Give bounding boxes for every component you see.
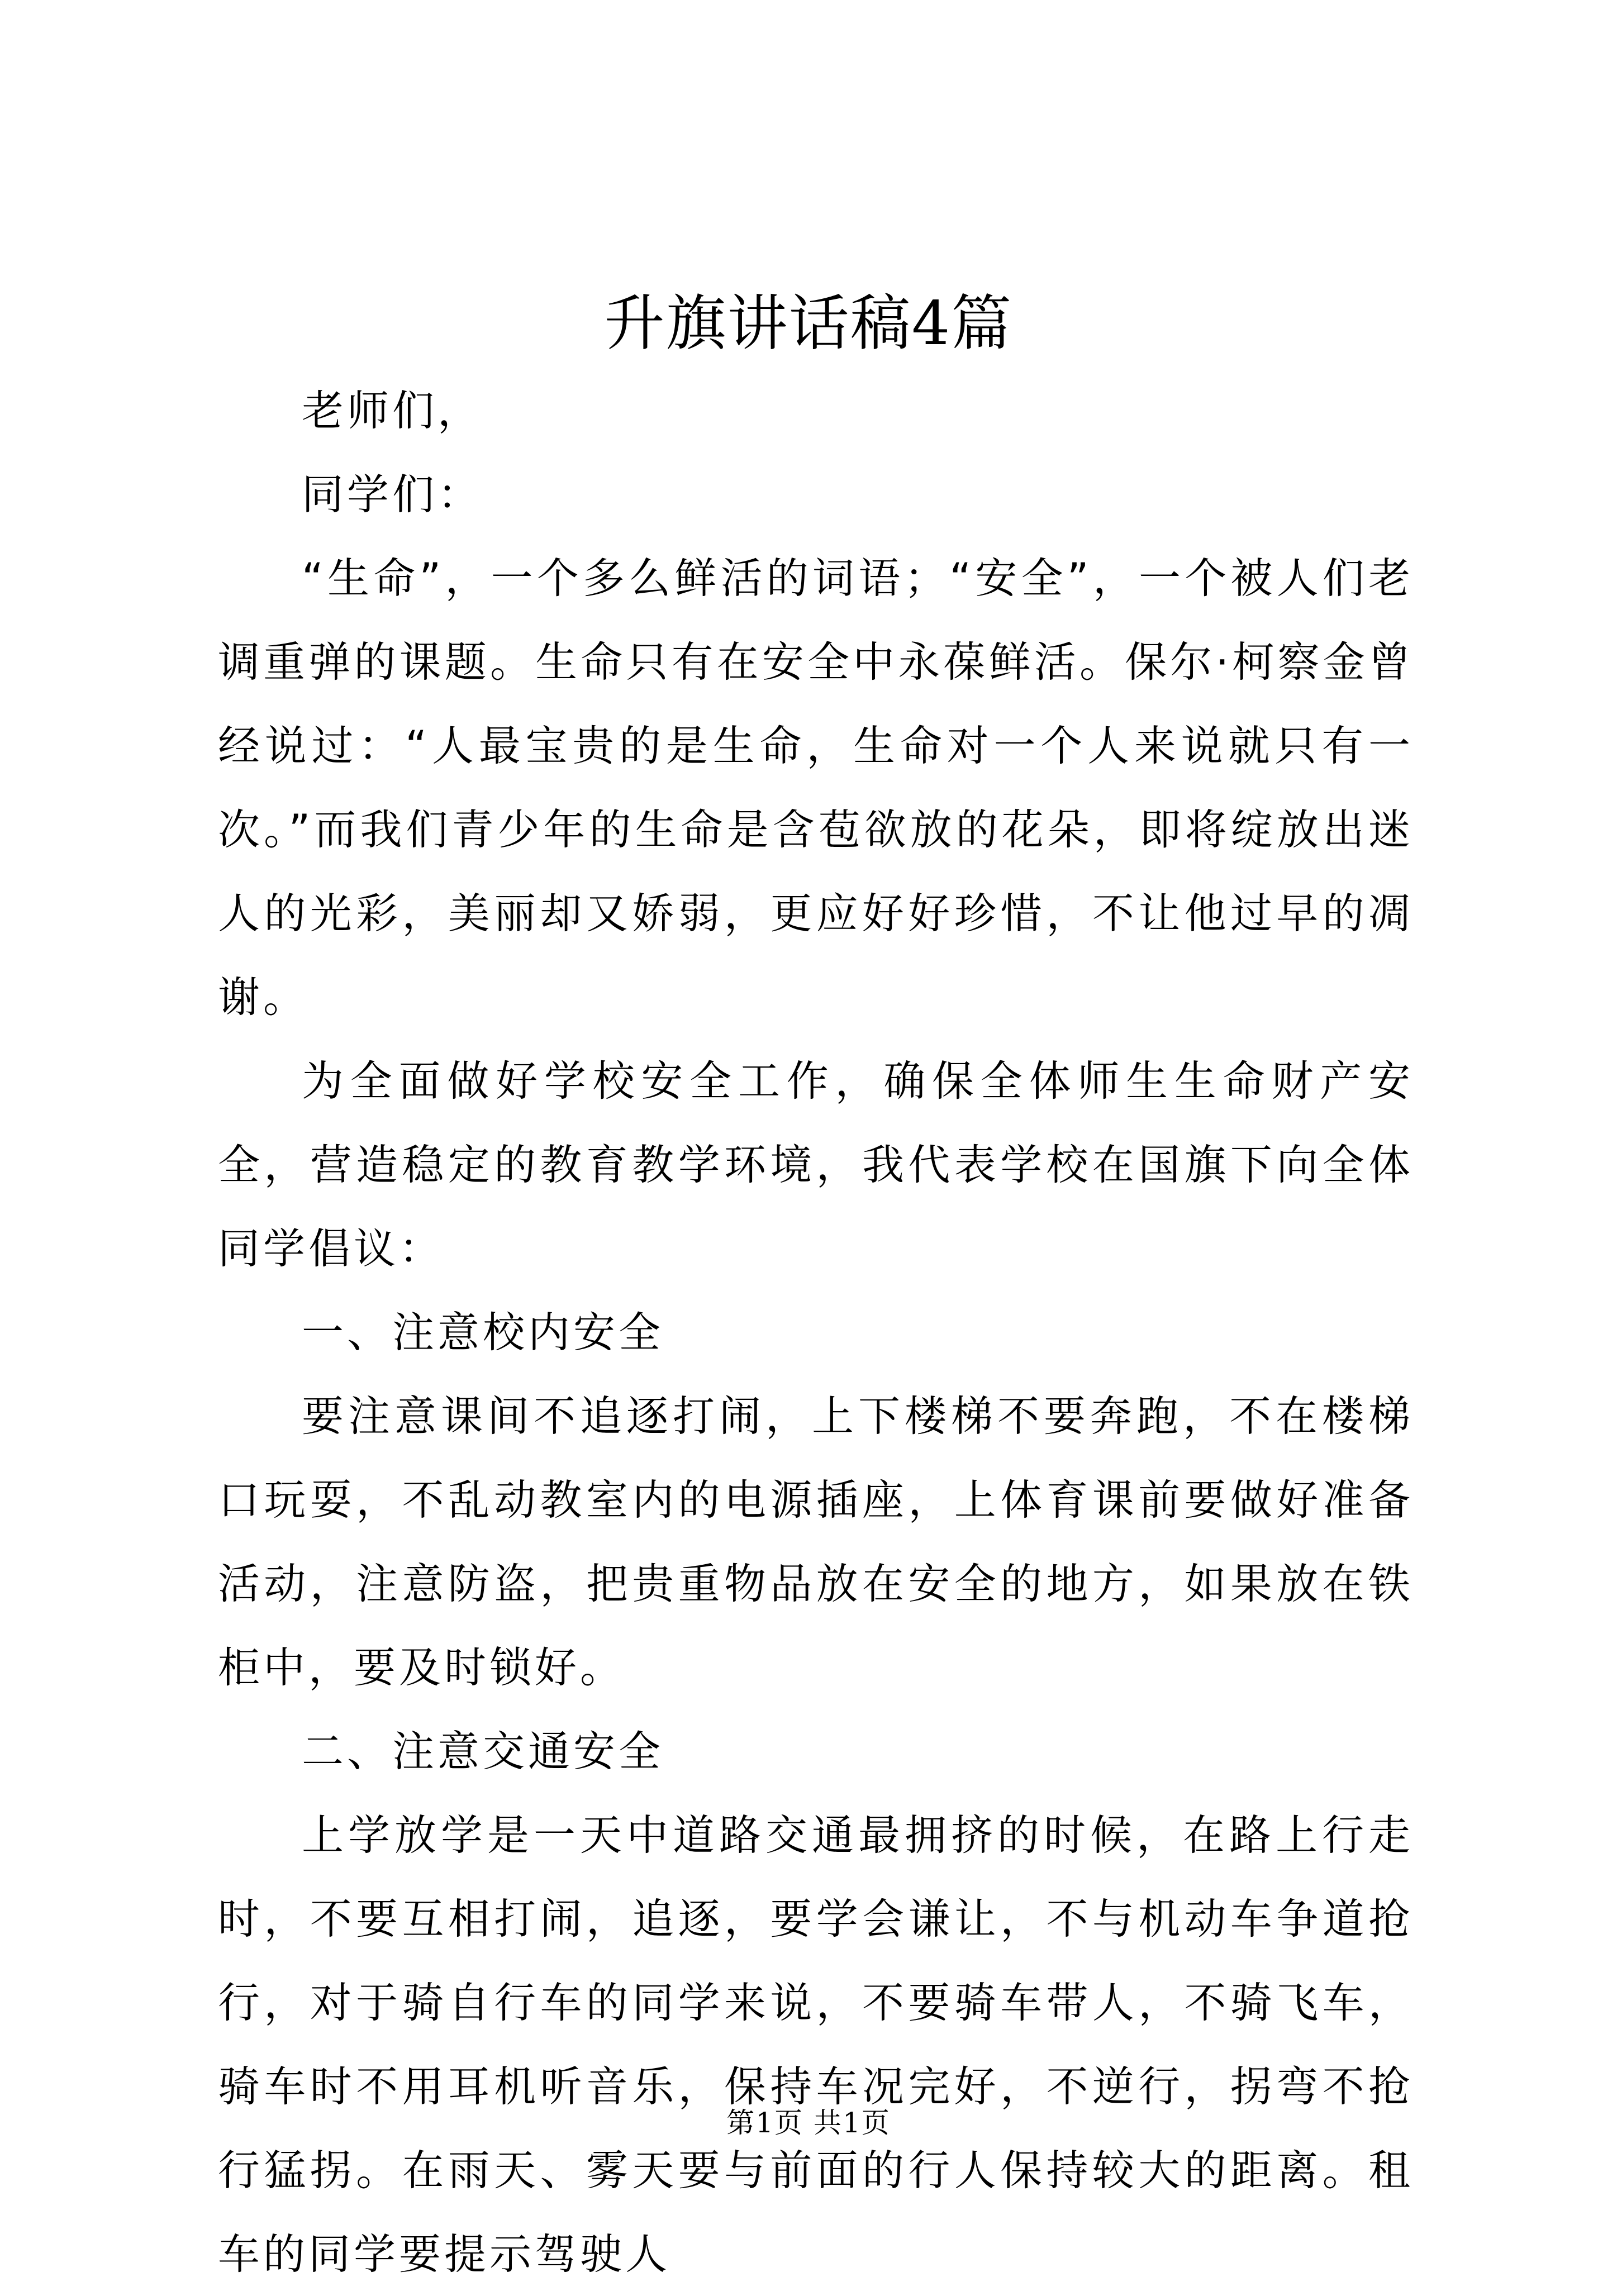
section-heading-traffic-safety: 二、注意交通安全 [302, 1727, 664, 1776]
paragraph-campus-safety: 要注意课间不追逐打闹，上下楼梯不要奔跑，不在楼梯口玩耍，不乱动教室内的电源插座，上体育课前要做好准备活动，注意防盗，把贵重物品放在安全的地方，如果放在铁柜中，要及时锁好。 [218, 1392, 1414, 1692]
paragraph-traffic-safety: 上学放学是一天中道路交通最拥挤的时候，在路上行走时，不要互相打闹，追逐，要学会谦让，不与机动车争道抢行，对于骑自行车的同学来说，不要骑车带人，不骑飞车，骑车时不用耳机听音乐，保持车况完好，不逆行，拐弯不抢行猛拐。在雨天、雾天要与前面的行人保持较大的距离。租车的同学要提示驾驶人 [218, 1811, 1414, 2279]
page-number-footer: 第1页 共1页 [726, 2107, 891, 2139]
document-title: 升旗讲话稿4篇 [604, 289, 1013, 359]
document-body [218, 369, 1414, 2296]
paragraph-proposal: 为全面做好学校安全工作，确保全体师生生命财产安全，营造稳定的教育教学环境，我代表学校在国旗下向全体同学倡议： [218, 1056, 1414, 1273]
paragraph-salutation-students: 同学们： [302, 470, 483, 519]
paragraph-salutation-teachers: 老师们， [302, 386, 483, 435]
section-heading-campus-safety: 一、注意校内安全 [302, 1308, 664, 1357]
paragraph-intro: “生命”，一个多么鲜活的词语；“安全”，一个被人们老调重弹的课题。生命只有在安全中永葆鲜活。保尔·柯察金曾经说过：“人最宝贵的是生命，生命对一个人来说就只有一次。”而我们青少年的生命是含苞欲放的花朵，即将绽放出迷人的光彩，美丽却又娇弱，更应好好珍惜，不让他过早的凋谢。 [218, 554, 1414, 1022]
